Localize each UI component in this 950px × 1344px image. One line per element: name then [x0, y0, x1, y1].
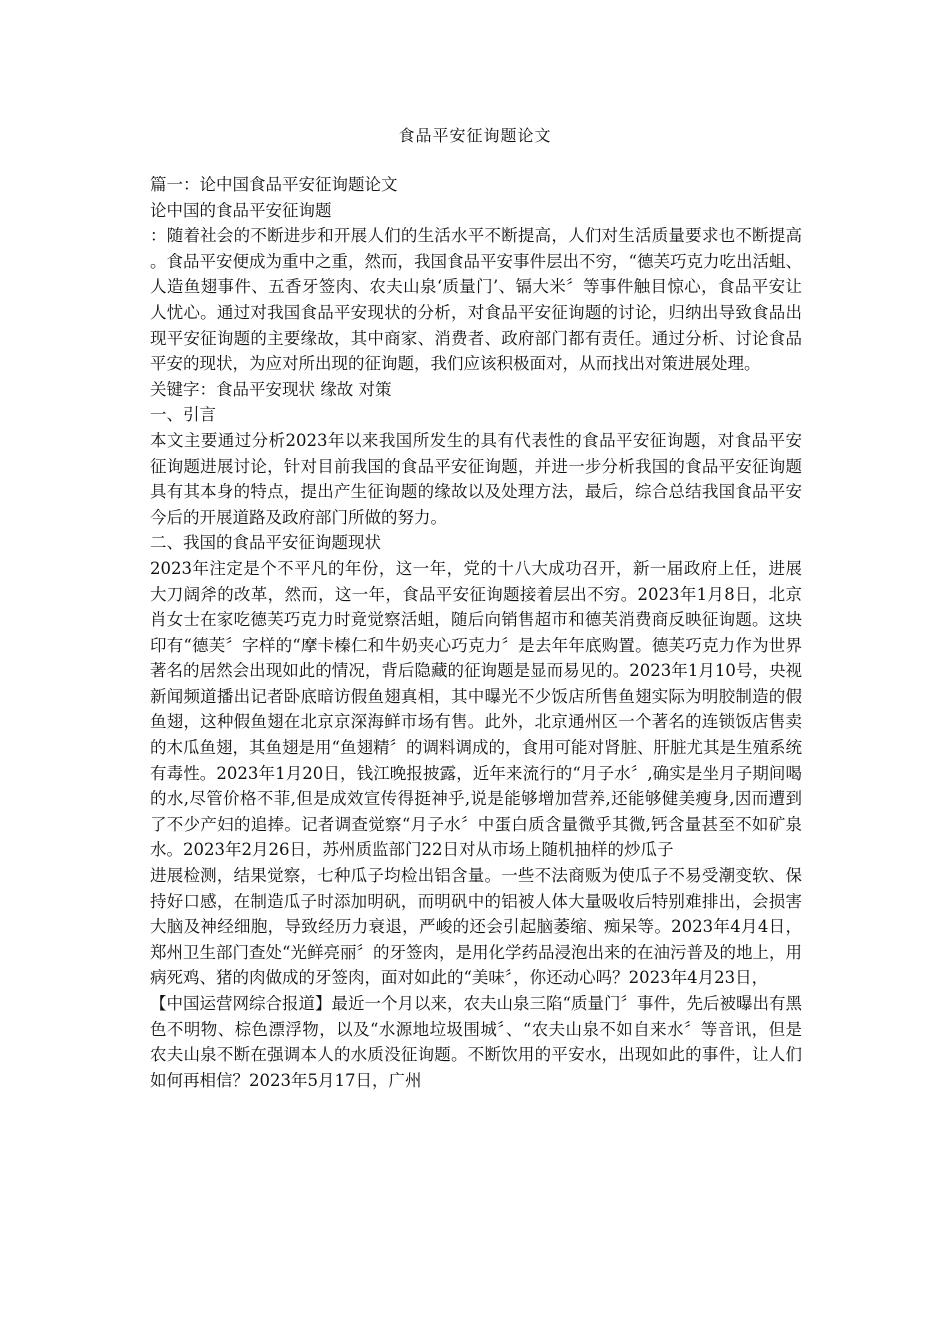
article-title: 论中国的食品平安征询题	[150, 200, 332, 220]
section-heading-introduction: 一、引言	[150, 405, 216, 425]
document-body	[150, 172, 802, 1093]
body-paragraph: 【中国运营网综合报道】最近一个月以来，农夫山泉三陷“质量门〞事件，先后被曝出有黑色不明物、棕色漂浮物，以及“水源地垃圾围城〞、“农夫山泉不如自来水〞等音讯，但是农夫山泉不断在强调本人的水质没征询题。不断饮用的平安水，出现如此的事件，让人们如何再相信？2023年5月17日，广州	[150, 994, 802, 1090]
section-heading-part-one: 篇一：论中国食品平安征询题论文	[150, 175, 398, 194]
section-heading-current-status: 二、我国的食品平安征询题现状	[150, 533, 381, 553]
document-title: 食品平安征询题论文	[398, 126, 552, 145]
body-paragraph: 2023年注定是个不平凡的年份，这一年，党的十八大成功召开，新一届政府上任，进展大刀阔斧的改革，然而，这一年，食品平安征询题接着层出不穷。2023年1月8日，北京肖女士在家吃德芙巧克力时竟觉察活蛆，随后向销售超市和德芙消费商反映征询题。这块印有“德芙〞字样的“摩卡榛仁和牛奶夹心巧克力〞是去年年底购置。德芙巧克力作为世界著名的居然会出现如此的情况，背后隐藏的征询题是显而易见的。2023年1月10号，央视新闻频道播出记者卧底暗访假鱼翅真相，其中曝光不少饭店所售鱼翅实际为明胶制造的假鱼翅，这种假鱼翅在北京京深海鲜市场有售。此外，北京通州区一个著名的连锁饭店售卖的木瓜鱼翅，其鱼翅是用“鱼翅精〞的调料调成的，食用可能对肾脏、肝脏尤其是生殖系统有毒性。2023年1月20日，钱江晚报披露，近年来流行的“月子水〞,确实是坐月子期间喝的水,尽管价格不菲,但是成效宣传得挺神乎,说是能够增加营养,还能够健美瘦身,因而遭到了不少产妇的追捧。记者调查觉察“月子水〞中蛋白质含量微乎其微,钙含量甚至不如矿泉水。2023年2月26日，苏州质监部门22日对从市场上随机抽样的炒瓜子	[150, 558, 802, 860]
body-paragraph: 进展检测，结果觉察，七种瓜子均检出铝含量。一些不法商贩为使瓜子不易受潮变软、保持好口感，在制造瓜子时添加明矾，而明矾中的铝被人体大量吸收后特别难排出，会损害大脑及神经细胞，导致经历力衰退，严峻的还会引起脑萎缩、痴呆等。2023年4月4日，郑州卫生部门查处“光鲜亮丽〞的牙签肉，是用化学药品浸泡出来的在油污普及的地上，用病死鸡、猪的肉做成的牙签肉，面对如此的“美味〞，你还动心吗？2023年4月23日，	[150, 866, 802, 988]
introduction-paragraph: 本文主要通过分析2023年以来我国所发生的具有代表性的食品平安征询题，对食品平安征询题进展讨论，针对目前我国的食品平安征询题，并进一步分析我国的食品平安征询题具有其本身的特点，提出产生征询题的缘故以及处理方法，最后，综合总结我国食品平安今后的开展道路及政府部门所做的努力。	[150, 430, 802, 527]
abstract-paragraph: ：随着社会的不断进步和开展人们的生活水平不断提高，人们对生活质量要求也不断提高。食品平安便成为重中之重，然而，我国食品平安事件层出不穷，“德芙巧克力吃出活蛆、人造鱼翅事件、五香牙签肉、农夫山泉‘质量门’、镉大米〞等事件触目惊心，食品平安让人忧心。通过对我国食品平安现状的分析，对食品平安征询题的讨论，归纳出导致食品出现平安征询题的主要缘故，其中商家、消费者、政府部门都有责任。通过分析、讨论食品平安的现状，为应对所出现的征询题，我们应该积极面对，从而找出对策进展处理。	[150, 226, 802, 374]
keywords-line: 关键字：食品平安现状 缘故 对策	[150, 379, 392, 399]
